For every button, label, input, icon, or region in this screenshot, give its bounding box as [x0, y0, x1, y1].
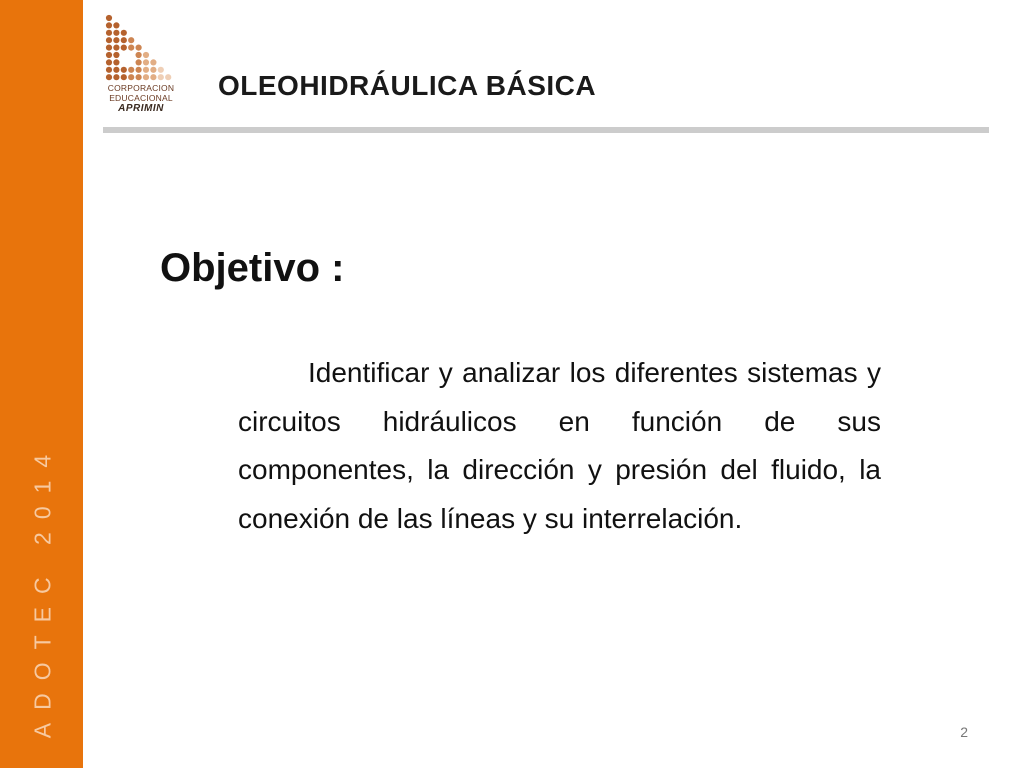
logo-dot	[158, 74, 164, 80]
logo-dot	[113, 30, 119, 36]
logo-dot	[136, 52, 142, 58]
logo-dot	[136, 67, 142, 73]
logo-dot	[136, 74, 142, 80]
logo-dot	[150, 59, 156, 65]
logo-text-line2: EDUCACIONAL	[109, 93, 173, 103]
logo-dot	[143, 74, 149, 80]
page-number: 2	[960, 724, 968, 740]
logo-dot	[121, 30, 127, 36]
objective-heading: Objetivo :	[160, 246, 345, 290]
corporation-logo	[103, 14, 179, 118]
logo-dot	[121, 74, 127, 80]
logo-text-brand: APRIMIN	[118, 103, 164, 114]
logo-dot	[106, 74, 112, 80]
logo-dot	[158, 67, 164, 73]
logo-dot	[150, 67, 156, 73]
sidebar-label: ADOTEC 2014	[29, 441, 56, 739]
logo-dot	[136, 59, 142, 65]
logo-dot	[121, 67, 127, 73]
logo-dot	[106, 67, 112, 73]
logo-dot	[143, 67, 149, 73]
logo-dot	[106, 37, 112, 43]
logo-dot	[106, 52, 112, 58]
logo-dot	[165, 74, 171, 80]
logo-dot	[143, 52, 149, 58]
logo-dot	[128, 74, 134, 80]
logo-dot	[143, 59, 149, 65]
logo-dot	[136, 45, 142, 51]
logo-dot	[106, 59, 112, 65]
logo-dot	[113, 45, 119, 51]
header-divider	[103, 127, 989, 133]
logo-dot	[106, 15, 112, 21]
logo-dot	[113, 67, 119, 73]
logo-dot	[113, 59, 119, 65]
logo-dot	[121, 45, 127, 51]
logo-dot	[128, 67, 134, 73]
logo-dot	[113, 74, 119, 80]
page-title: OLEOHIDRÁULICA BÁSICA	[218, 70, 597, 101]
logo-dot	[113, 37, 119, 43]
logo-dot	[106, 30, 112, 36]
logo-dot	[106, 45, 112, 51]
logo-dot	[121, 37, 127, 43]
logo-dot	[106, 22, 112, 28]
logo-dot	[128, 37, 134, 43]
logo-dot	[150, 74, 156, 80]
logo-dot	[128, 45, 134, 51]
logo-dot	[113, 52, 119, 58]
logo-text-line1: CORPORACION	[107, 83, 175, 93]
logo-dot	[113, 22, 119, 28]
sidebar-band	[0, 0, 83, 768]
logo-dots-graphic	[103, 14, 179, 84]
objective-paragraph: Identificar y analizar los diferentes sistemas y circuitos hidráulicos en función de sus componentes, la dirección y presión del fluido, la conexión de las líneas y su interrelación.	[238, 357, 881, 534]
